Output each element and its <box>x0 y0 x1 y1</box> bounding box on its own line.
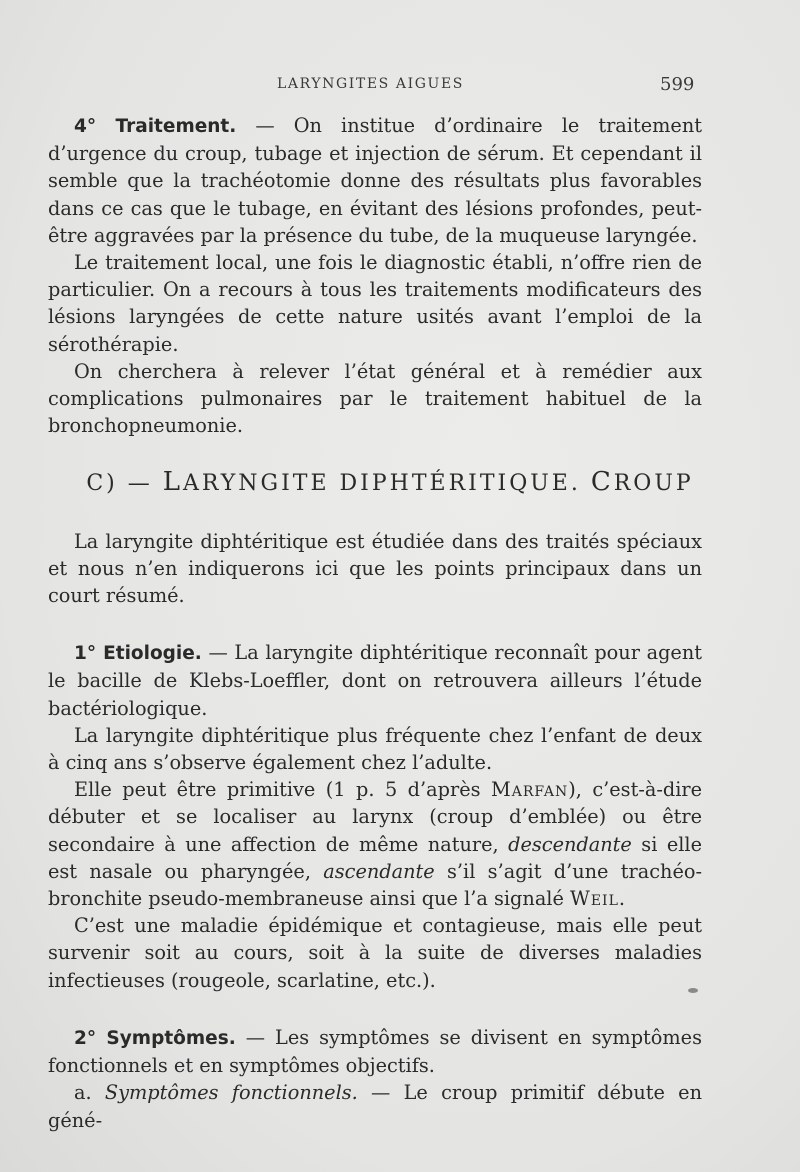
section-title-prefix: C) — <box>86 471 163 497</box>
etiologie-heading: 1° Etiologie. <box>74 643 202 665</box>
etiologie-paragraph-1 <box>48 639 702 722</box>
traitement-heading: 4° Traitement. <box>74 116 237 137</box>
etiologie-p3-e: . <box>618 887 626 911</box>
symptomes-paragraph-2 <box>48 1079 702 1133</box>
etiologie-p3-d: s’il s’agit d’une trachéo-bronchite pseudo-membraneuse ainsi que l’a signalé <box>48 859 702 911</box>
section-title <box>78 469 702 497</box>
body-text <box>48 112 702 1134</box>
page-number: 599 <box>660 74 695 95</box>
symptomes-p2-a: a. <box>74 1081 105 1105</box>
etiologie-paragraph-3 <box>48 776 702 912</box>
term-descendante: descendante <box>508 832 632 856</box>
etiologie-p3-b: ), c’est-à-dire débuter et se localiser au larynx (croup d’emblée) ou être secondaire à une affection de même nature, <box>48 778 702 856</box>
section-title-cap-c: C <box>590 467 614 498</box>
section-title-word-1: ARYNGITE DIPHTÉRITIQUE. <box>182 471 591 497</box>
author-weil: Weil <box>570 887 619 911</box>
section-title-word-2: ROUP <box>613 471 694 497</box>
symptomes-paragraph-1 <box>48 1024 702 1079</box>
term-ascendante: ascendante <box>323 859 435 883</box>
section-title-cap-l: L <box>162 467 183 498</box>
traitement-paragraph-1 <box>48 112 702 249</box>
symptomes-p2-b: — Le croup primitif débute en géné- <box>48 1081 702 1132</box>
author-marfan: Marfan <box>490 778 569 802</box>
traitement-paragraph-3: On cherchera à relever l’état général et à remédier aux complications pulmonaires par le traitement habituel de la bronchopneumonie. <box>48 359 702 438</box>
symptomes-heading: 2° Symptômes. <box>74 1027 236 1049</box>
symptomes-fonctionnels-label: Symptômes fonctionnels. <box>104 1081 358 1105</box>
etiologie-p1-text: — La laryngite diphtéritique reconnaît pour agent le bacille de Klebs-Loeffler, dont on retrouvera ailleurs l’étude bactériologique. <box>48 641 702 720</box>
traitement-p1-text: — On institue d’ordinaire le traitement d’urgence du croup, tubage et injection de sérum. Et cependant il semble que la trachéotomie donne des résultats plus favorables dans ce cas que le tubage, en évitant des lésions profondes, peut-être aggravées par la présence du tube, de la muqueuse laryngée. <box>48 114 702 247</box>
ink-speck <box>688 988 698 993</box>
etiologie-p3-c: si elle est nasale ou pharyngée, <box>48 832 702 883</box>
etiologie-paragraph-4: C’est une maladie épidémique et contagieuse, mais elle peut survenir soit au cours, soit à la suite de diverses maladies infectieuses (rougeole, scarlatine, etc.). <box>48 914 702 992</box>
running-head: LARYNGITES AIGUES <box>277 76 464 92</box>
etiologie-p3-a: Elle peut être primitive (1 p. 5 d’après <box>74 778 491 802</box>
intro-paragraph: La laryngite diphtéritique est étudiée dans des traités spéciaux et nous n’en indiquerons ici que les points principaux dans un court résumé. <box>48 529 702 608</box>
traitement-paragraph-2: Le traitement local, une fois le diagnostic établi, n’offre rien de particulier. On a recours à tous les traitements modificateurs des lésions laryngées de cette nature usités avant l’emploi de la sérothérapie. <box>48 251 702 356</box>
etiologie-paragraph-2: La laryngite diphtéritique plus fréquente chez l’enfant de deux à cinq ans s’observe également chez l’adulte. <box>48 723 702 775</box>
symptomes-p1-text: — Les symptômes se divisent en symptômes fonctionnels et en symptômes objectifs. <box>48 1025 702 1078</box>
page-header <box>0 76 800 100</box>
